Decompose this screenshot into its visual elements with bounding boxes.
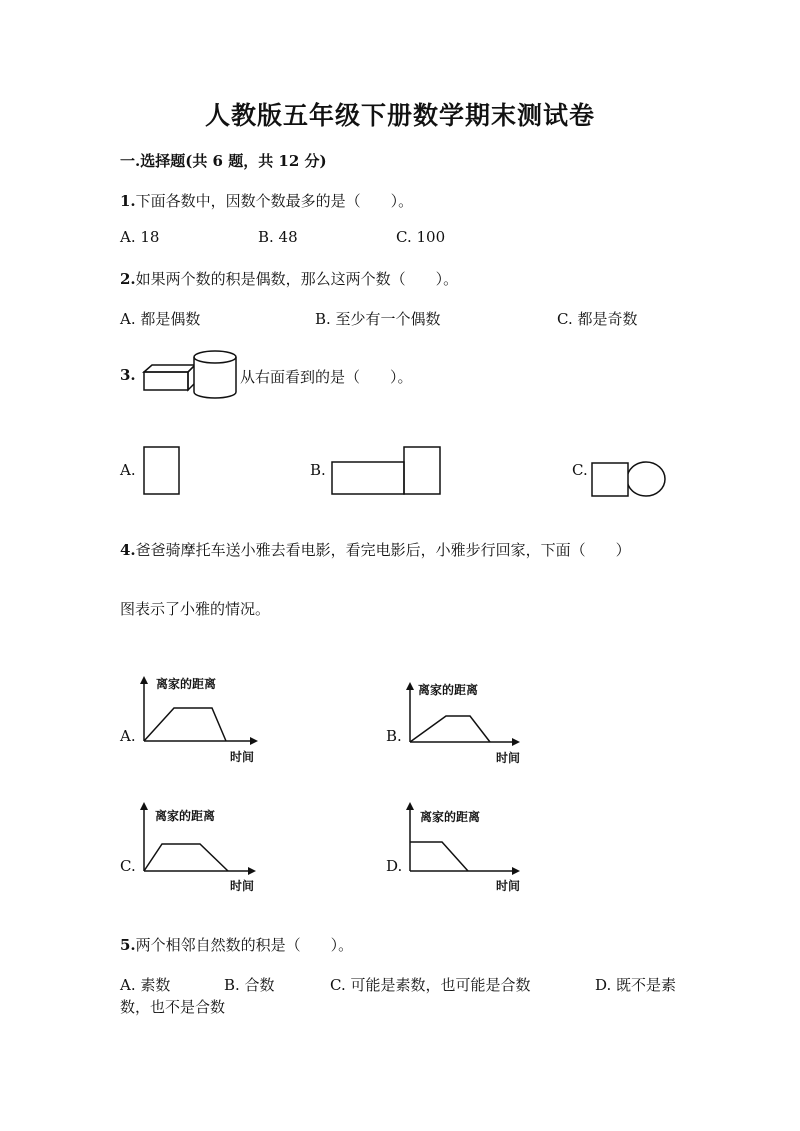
question-number: 1. <box>120 192 136 210</box>
graph-y-label: 离家的距离 <box>156 677 217 691</box>
option-a-figure <box>143 446 183 496</box>
option-c[interactable]: C. <box>572 461 588 479</box>
graph-y-label: 离家的距离 <box>155 809 216 823</box>
option-c[interactable]: C. 100 <box>396 228 446 246</box>
option-b[interactable]: B. 至少有一个偶数 <box>315 310 441 328</box>
option-b-figure <box>331 446 443 496</box>
question-number: 5. <box>120 936 136 954</box>
graph-x-label: 时间 <box>230 879 255 893</box>
option-b[interactable]: B. <box>386 727 402 745</box>
option-c-figure <box>591 460 669 498</box>
question-number: 2. <box>120 270 136 288</box>
option-b[interactable]: B. 合数 <box>224 976 275 994</box>
section-heading: 一.选择题(共 6 题，共 12 分) <box>120 152 327 170</box>
question-text: 下面各数中，因数个数最多的是（ ）。 <box>135 192 414 210</box>
graph-y-label: 离家的距离 <box>418 683 479 697</box>
question-text: 爸爸骑摩托车送小雅去看电影，看完电影后，小雅步行回家，下面（ ） <box>135 541 631 559</box>
question-number: 4. <box>120 541 136 559</box>
option-b[interactable]: B. <box>310 461 326 479</box>
question-1 <box>120 190 413 211</box>
question-text: 如果两个数的积是偶数，那么这两个数（ ）。 <box>135 270 459 288</box>
option-d[interactable]: D. 既不是素 <box>595 976 677 994</box>
option-c[interactable]: C. <box>120 857 136 875</box>
option-a[interactable]: A. <box>120 461 136 479</box>
graph-x-label: 时间 <box>496 751 521 765</box>
question-text: 两个相邻自然数的积是（ ）。 <box>135 936 354 954</box>
question-3-number: 3. <box>120 366 136 384</box>
page-title: 人教版五年级下册数学期末测试卷 <box>204 101 595 130</box>
question-2 <box>120 268 458 289</box>
option-a[interactable]: A. 都是偶数 <box>120 310 201 328</box>
option-b[interactable]: B. 48 <box>258 228 298 246</box>
question-5 <box>120 934 353 955</box>
option-a[interactable]: A. 素数 <box>120 976 171 994</box>
graph-y-label: 离家的距离 <box>420 810 481 824</box>
option-a[interactable]: A. 18 <box>120 228 160 246</box>
option-d[interactable]: D. <box>386 857 403 875</box>
option-c[interactable]: C. 都是奇数 <box>557 310 638 328</box>
option-a[interactable]: A. <box>120 727 136 745</box>
question-text: 从右面看到的是（ ）。 <box>240 368 413 386</box>
graph-x-label: 时间 <box>496 879 521 893</box>
graph-x-label: 时间 <box>230 750 255 764</box>
solid-figure-illustration <box>140 348 240 400</box>
option-d-wrap: 数，也不是合数 <box>120 998 226 1016</box>
question-4 <box>120 539 631 560</box>
question-text-continued: 图表示了小雅的情况。 <box>120 600 271 618</box>
option-c[interactable]: C. 可能是素数，也可能是合数 <box>330 976 531 994</box>
